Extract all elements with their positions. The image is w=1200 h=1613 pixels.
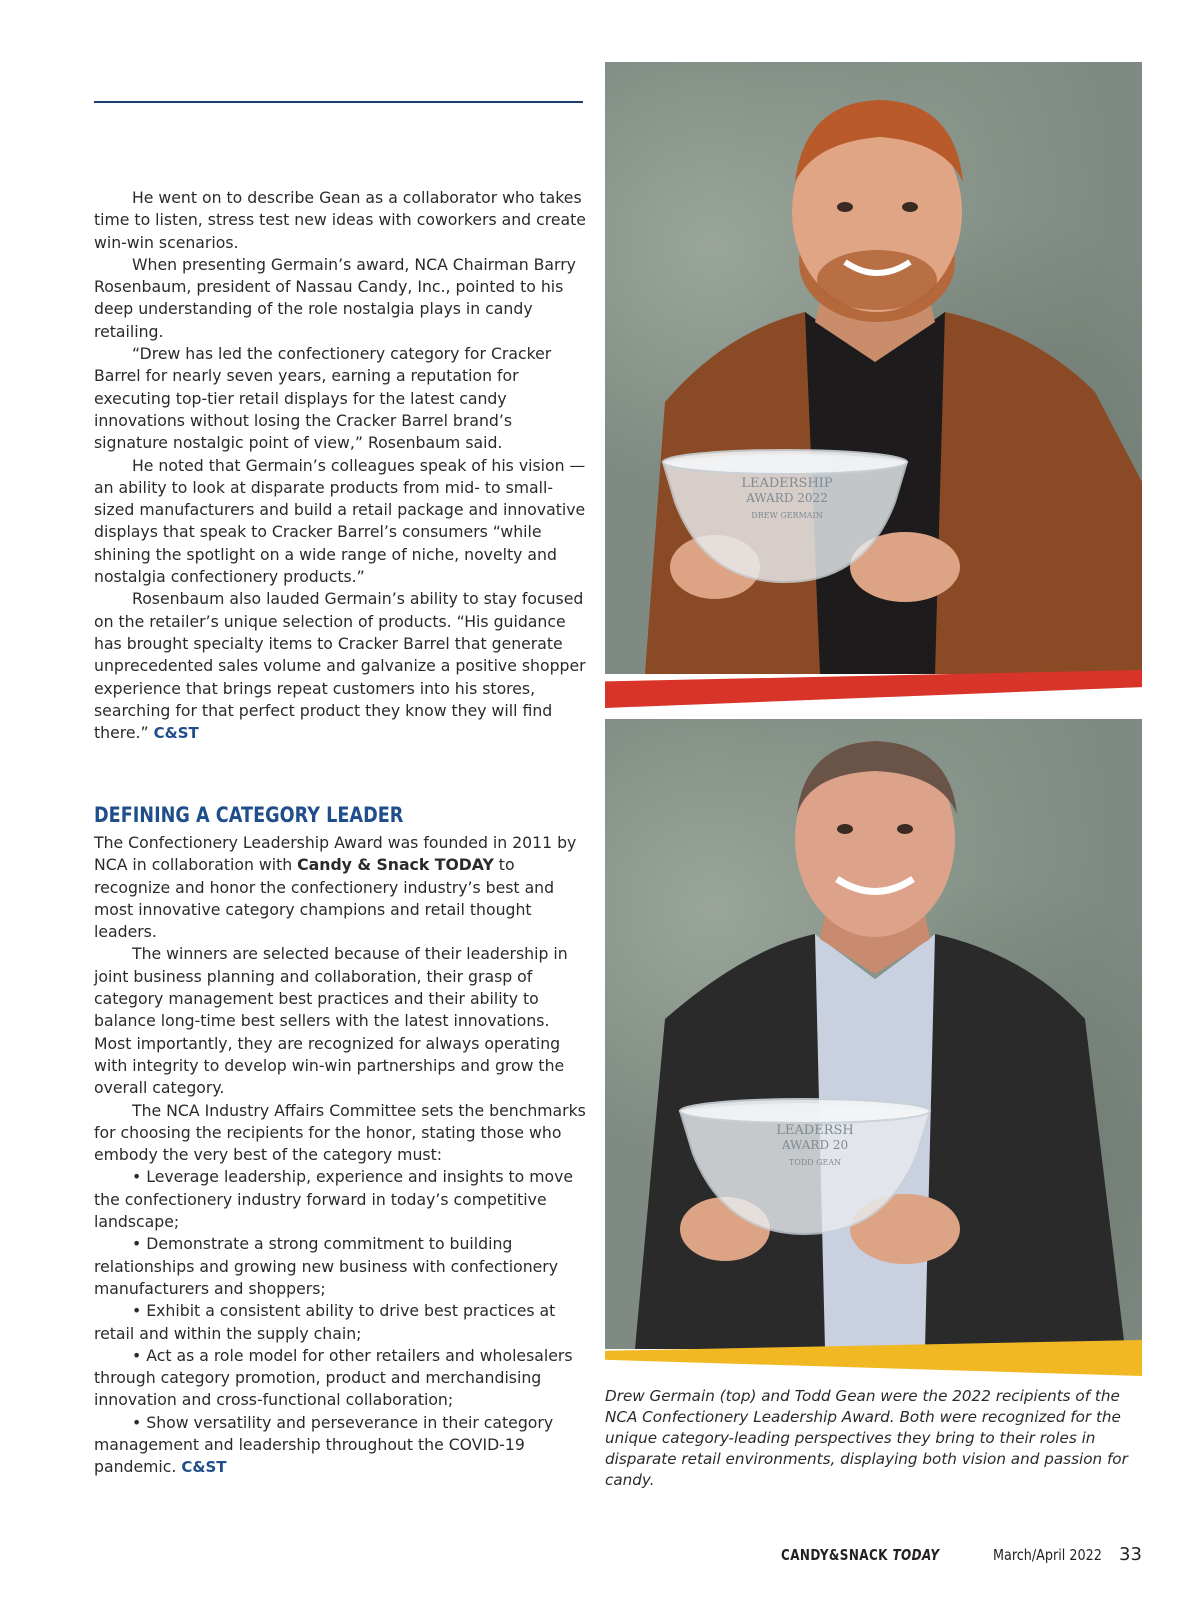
paragraph: “Drew has led the confectionery category for Cracker Barrel for nearly seven years, earning a reputation for executing top-tier retail displays for the latest candy innovations without losing the Cracker Barrel brand’s signature nostalgic point of view,” Rosenbaum said. [94, 344, 552, 453]
section-intro [94, 832, 586, 943]
portrait-illustration [605, 719, 1142, 1349]
paragraph: He noted that Germain’s colleagues speak of his vision — an ability to look at disparate products from mid- to small-sized manufacturers and build a retail package and innovative displays that speak to Cracker Barrel’s consumers “while shining the spotlight on a wide range of niche, novelty and nostalgia confectionery products.” [94, 455, 586, 587]
paragraph: The winners are selected because of their leadership in joint business planning and collaboration, their grasp of category management best practices and their ability to balance long-time best sellers with the latest innovations. Most importantly, they are recognized for always operating with integrity to develop win-win partnerships and grow the overall category. [94, 944, 568, 1098]
bullet-item: • Act as a role model for other retailers and wholesalers through category promotion, product and merchandising innovation and cross-functional collaboration; [94, 1345, 573, 1410]
bullet-item: • Leverage leadership, experience and insights to move the confectionery industry forward in today’s competitive landscape; [94, 1167, 574, 1232]
award-name: DREW GERMAIN [751, 511, 823, 520]
photo-todd-gean [605, 719, 1142, 1349]
paragraph-last [94, 588, 586, 744]
award-text-line1: LEADERSH [776, 1123, 854, 1138]
intro-text-a: The Confectionery Leadership Award was founded in 2011 by NCA in collaboration with [94, 833, 577, 875]
brand-today: TODAY [892, 1546, 940, 1564]
bullet-item-last [94, 1412, 586, 1479]
end-mark: C&ST [181, 1458, 227, 1477]
publication-name: Candy & Snack TODAY [297, 855, 494, 875]
award-name: TODD GEAN [788, 1158, 842, 1167]
intro-text-b: to recognize and honor the confectionery industry’s best and most innovative category champions and retail thought leaders. [94, 855, 555, 942]
paragraph: The NCA Industry Affairs Committee sets the benchmarks for choosing the recipients for the honor, stating those who embody the very best of the category must: [94, 1100, 586, 1165]
portrait-illustration [605, 62, 1142, 674]
bullet-text: • Show versatility and perseverance in their category management and leadership throughout the COVID-19 pandemic. [94, 1412, 554, 1477]
end-mark: C&ST [153, 724, 199, 743]
photo-caption: Drew Germain (top) and Todd Gean were the 2022 recipients of the NCA Confectionery Leadership Award. Both were recognized for the unique category-leading perspectives they bring to their roles in disparate retail environments, displaying both vision and passion for candy. [605, 1387, 1128, 1489]
page-number: 33 [1119, 1544, 1142, 1565]
issue-date: March/April 2022 [993, 1546, 1102, 1564]
brand-snack: SNACK [839, 1546, 893, 1564]
award-text-line2: AWARD 20 [781, 1138, 849, 1152]
award-text-line1: LEADERSHIP [741, 476, 833, 491]
brand-amp: & [828, 1546, 840, 1564]
section-heading: DEFINING A CATEGORY LEADER [94, 803, 404, 827]
award-text-line2: AWARD 2022 [746, 491, 828, 505]
article-column-bottom [94, 832, 586, 1479]
publication-brand [781, 1546, 939, 1564]
paragraph: He went on to describe Gean as a collaborator who takes time to listen, stress test new ideas with coworkers and create win-win scenarios. [94, 188, 586, 252]
paragraph-text: Rosenbaum also lauded Germain’s ability to stay focused on the retailer’s unique selection of products. “His guidance has brought specialty items to Cracker Barrel that generate unprecedented sales volume and galvanize a positive shopper experience that brings repeat customers into his stores, searching for that perfect product they know they will find there.” [94, 589, 586, 743]
photo-drew-germain [605, 62, 1142, 674]
paragraph: When presenting Germain’s award, NCA Chairman Barry Rosenbaum, president of Nassau Candy, Inc., pointed to his deep understanding of the role nostalgia plays in candy retailing. [94, 254, 576, 341]
brand-candy: CANDY [781, 1546, 829, 1564]
top-rule [94, 101, 583, 103]
red-band [605, 670, 1142, 708]
bullet-item: • Demonstrate a strong commitment to building relationships and growing new business with confectionery manufacturers and shoppers; [94, 1234, 559, 1298]
article-column-top [94, 187, 586, 744]
bullet-item: • Exhibit a consistent ability to drive best practices at retail and within the supply chain; [94, 1301, 556, 1343]
